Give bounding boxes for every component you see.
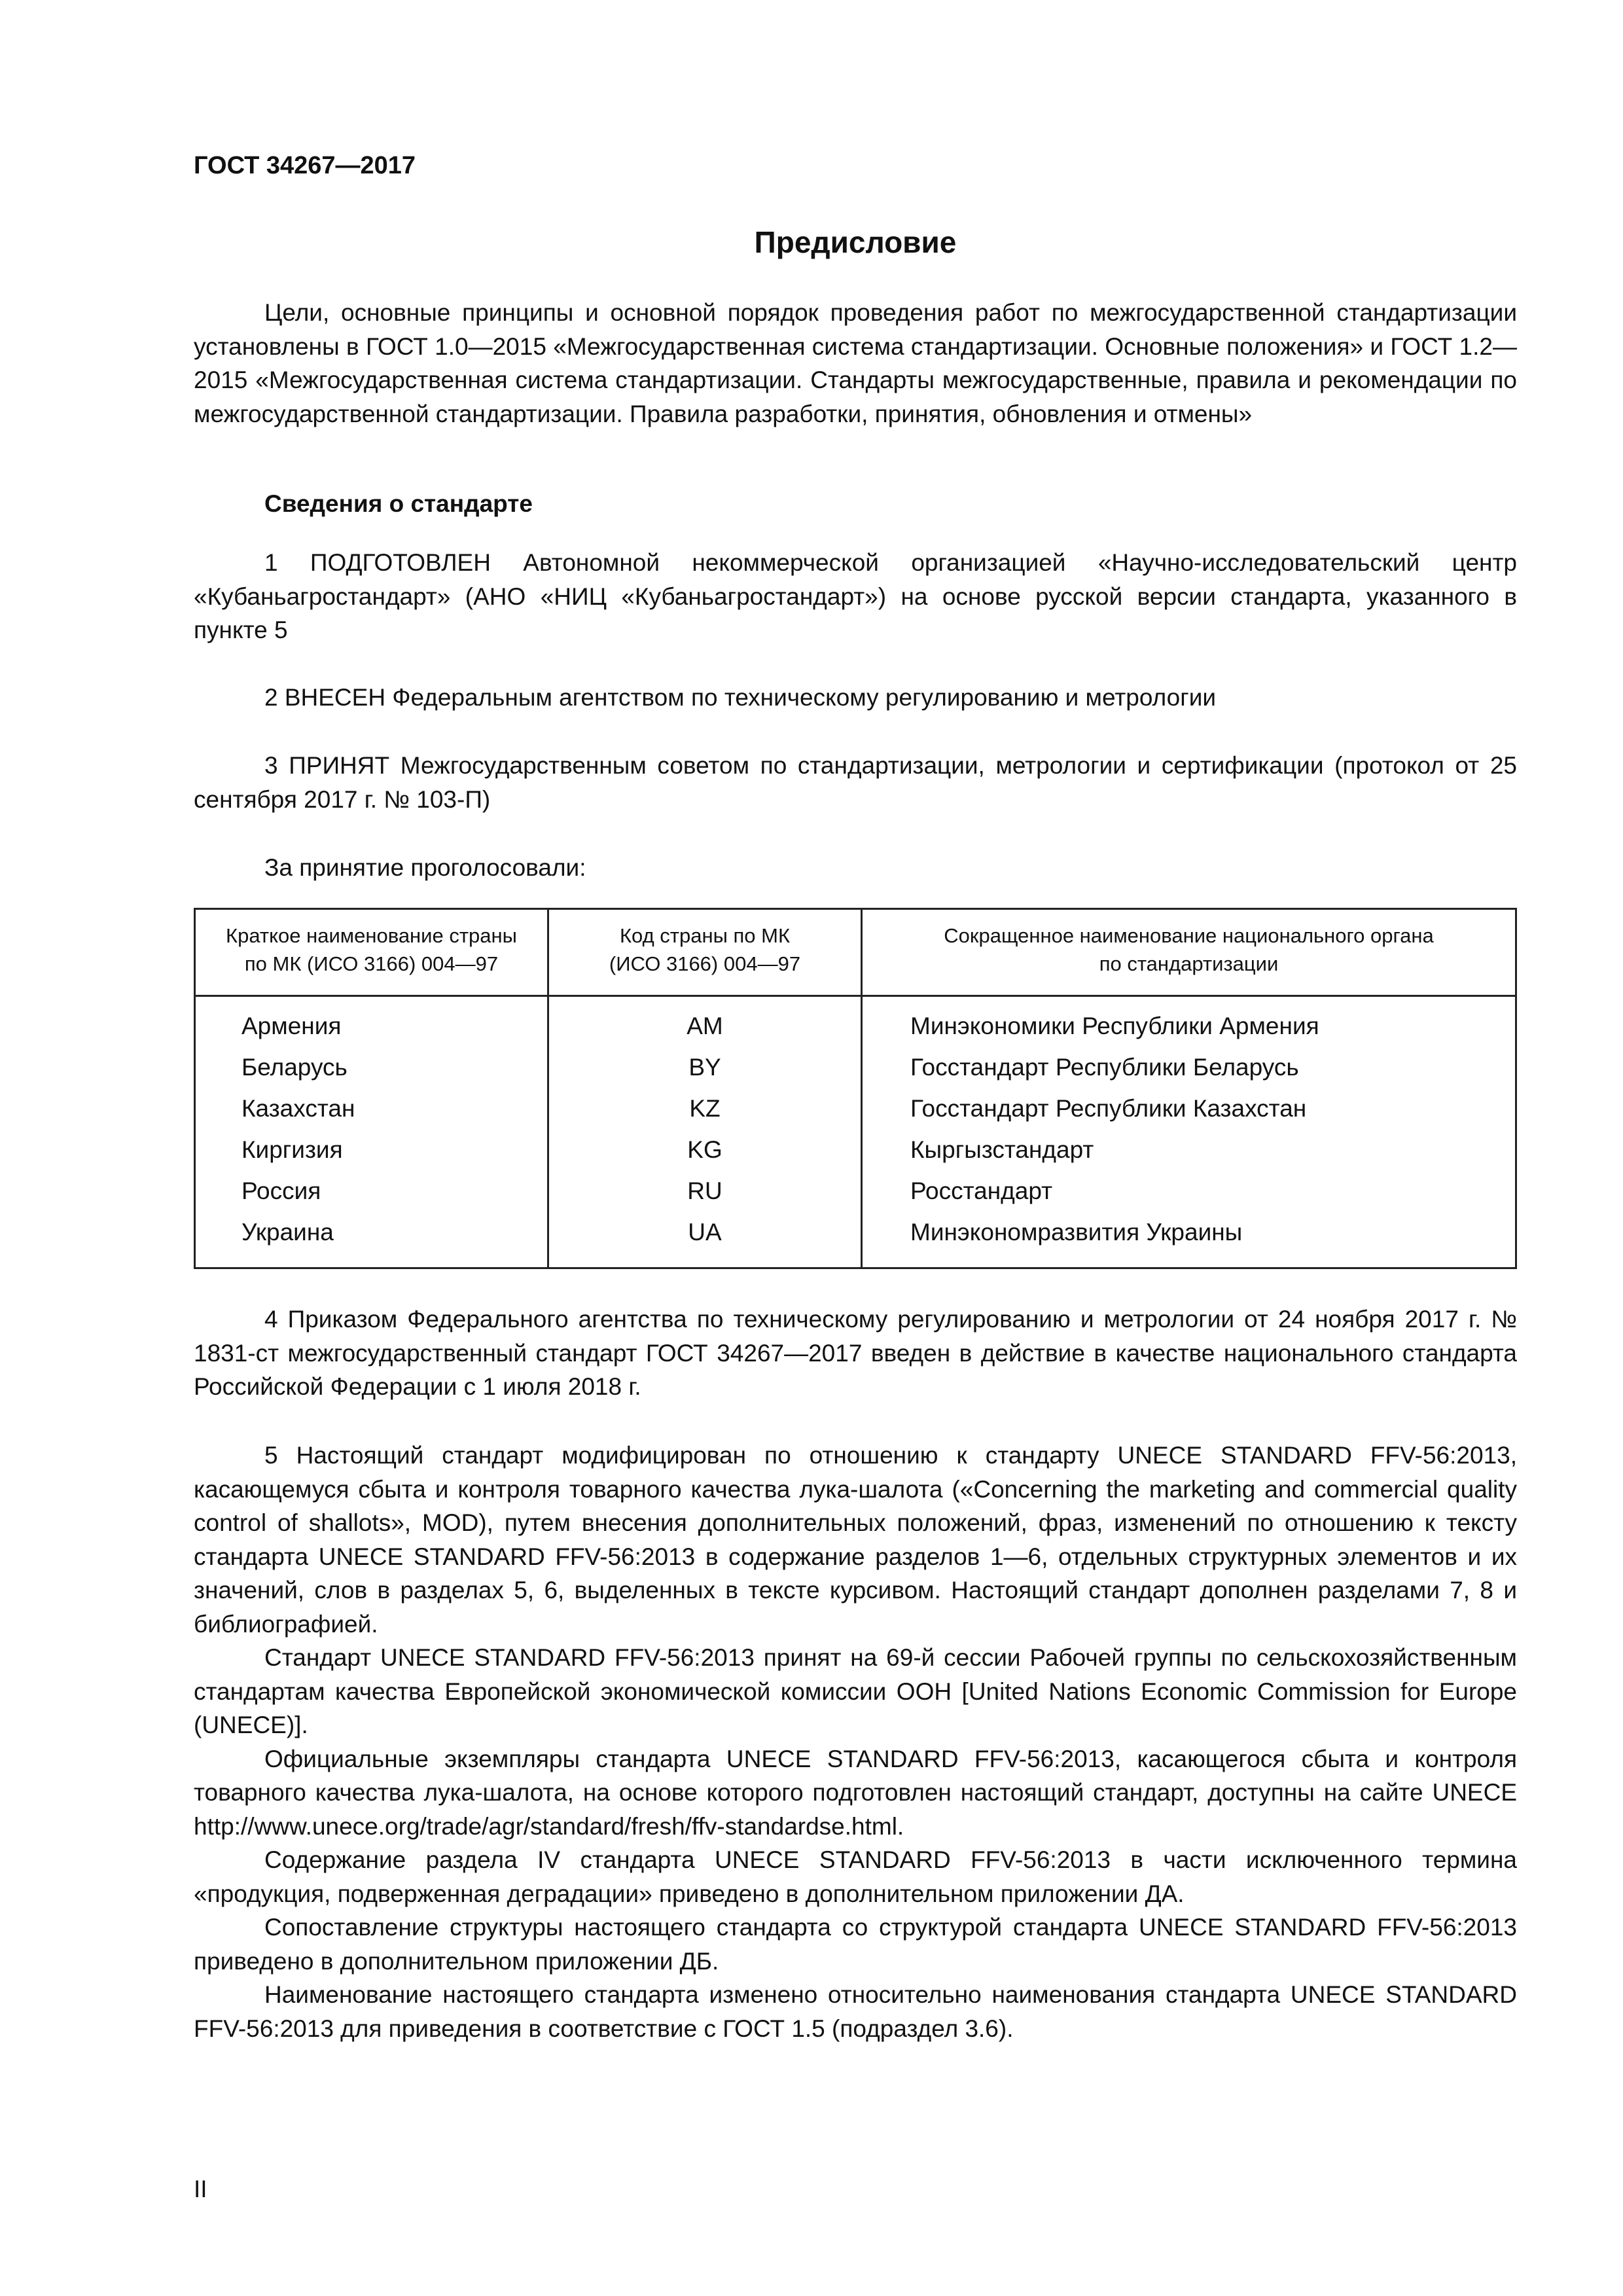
item-3-text: 3 ПРИНЯТ Межгосударственным советом по стандартизации, метрологии и сертификации (протокол от 25 сентября 2017 г. № 103-П)	[194, 752, 1517, 813]
country-name: Россия	[241, 1177, 321, 1204]
table-row	[196, 1005, 1515, 1047]
header-line: по стандартизации	[1099, 952, 1279, 975]
country-code: UA	[688, 1219, 722, 1246]
voted-label: За принятие проголосовали:	[264, 854, 586, 881]
table-row	[196, 1170, 1515, 1211]
item-5	[194, 1439, 1517, 2045]
item-5-text: 5 Настоящий стандарт модифицирован по отношению к стандарту UNECE STANDARD FFV-56:2013, касающемуся сбыта и контроля товарного качества лука-шалота («Concerning the marketing and commercial quality control of shallots», MOD), путем внесения дополнительных положений, фраз, изменений по отношению к тексту стандарта UNECE STANDARD FFV-56:2013 в содержание разделов 1—6, отдельных структурных элементов и их значений, слов в разделах 5, 6, выделенных в тексте курсивом. Настоящий стандарт дополнен разделами 7, 8 и библиографией.	[194, 1442, 1517, 1638]
header-line: по МК (ИСО 3166) 004—97	[244, 952, 499, 975]
national-body: Минэкономразвития Украины	[910, 1219, 1243, 1246]
country-code: AM	[687, 1013, 723, 1039]
item-2-text: 2 ВНЕСЕН Федеральным агентством по техническому регулированию и метрологии	[264, 684, 1217, 711]
national-body: Госстандарт Республики Беларусь	[910, 1054, 1299, 1081]
item-1-text: 1 ПОДГОТОВЛЕН Автономной некоммерческой организацией «Научно-исследовательский центр «Кубаньагростандарт» (АНО «НИЦ «Кубаньагростандарт») на основе русской версии стандарта, указанного в пункте 5	[194, 549, 1517, 643]
intro-text: Цели, основные принципы и основной порядок проведения работ по межгосударственной стандартизации установлены в ГОСТ 1.0—2015 «Межгосударственная система стандартизации. Основные положения» и ГОСТ 1.2—2015 «Межгосударственная система стандартизации. Стандарты межгосударственные, правила и рекомендации по межгосударственной стандартизации. Правила разработки, принятия, обновления и отмены»	[194, 299, 1517, 427]
national-body: Росстандарт	[910, 1177, 1053, 1204]
table-row	[196, 1047, 1515, 1088]
table-header-divider	[196, 995, 1515, 997]
item-3	[194, 749, 1517, 816]
header-line: Код страны по МК	[619, 924, 791, 947]
table-header-code	[549, 922, 861, 978]
national-body: Кыргызстандарт	[910, 1136, 1094, 1163]
country-name: Армения	[241, 1013, 342, 1039]
item-1	[194, 546, 1517, 647]
table-row	[196, 1129, 1515, 1170]
standard-info-heading: Сведения о стандарте	[264, 490, 533, 517]
country-code: BY	[688, 1054, 721, 1081]
header-line: Сокращенное наименование национального органа	[944, 924, 1434, 947]
item-4	[194, 1302, 1517, 1404]
table-row	[196, 1211, 1515, 1253]
country-code: KG	[687, 1136, 722, 1163]
intro-paragraph	[194, 296, 1517, 431]
header-line: (ИСО 3166) 004—97	[609, 952, 801, 975]
country-name: Беларусь	[241, 1054, 348, 1081]
item-5-paragraph-4: Содержание раздела IV стандарта UNECE STANDARD FFV-56:2013 в части исключенного термина «продукция, подверженная деградации» приведено в дополнительном приложении ДА.	[194, 1846, 1517, 1907]
page-title: Предисловие	[754, 225, 957, 259]
country-name: Киргизия	[241, 1136, 343, 1163]
document-code-header: ГОСТ 34267—2017	[194, 152, 416, 179]
country-name: Казахстан	[241, 1095, 355, 1122]
country-code: KZ	[689, 1095, 721, 1122]
item-4-text: 4 Приказом Федерального агентства по техническому регулированию и метрологии от 24 ноября 2017 г. № 1831-ст межгосударственный стандарт ГОСТ 34267—2017 введен в действие в качестве национального стандарта Российской Федерации с 1 июля 2018 г.	[194, 1306, 1517, 1400]
page-number: II	[194, 2176, 207, 2202]
header-line: Краткое наименование страны	[226, 924, 517, 947]
national-body: Госстандарт Республики Казахстан	[910, 1095, 1307, 1122]
table-header-country	[196, 922, 547, 978]
country-name: Украина	[241, 1219, 334, 1246]
country-code: RU	[687, 1177, 722, 1204]
item-2	[194, 681, 1517, 715]
item-5-paragraph-5: Сопоставление структуры настоящего стандарта со структурой стандарта UNECE STANDARD FFV-56:2013 приведено в дополнительном приложении ДБ.	[194, 1914, 1517, 1975]
national-body: Минэкономики Республики Армения	[910, 1013, 1319, 1039]
item-5-paragraph-3: Официальные экземпляры стандарта UNECE STANDARD FFV-56:2013, касающегося сбыта и контроля товарного качества лука-шалота, на основе которого подготовлен настоящий стандарт, доступны на сайте UNECE http://www.unece.org/trade/agr/standard/fresh/ffv-standardse.html.	[194, 1745, 1517, 1840]
table-row	[196, 1088, 1515, 1129]
voting-countries-table	[194, 908, 1517, 1269]
table-header-body	[863, 922, 1515, 978]
item-5-paragraph-6: Наименование настоящего стандарта изменено относительно наименования стандарта UNECE STANDARD FFV-56:2013 для приведения в соответствие с ГОСТ 1.5 (подраздел 3.6).	[194, 1981, 1517, 2042]
item-5-paragraph-2: Стандарт UNECE STANDARD FFV-56:2013 принят на 69-й сессии Рабочей группы по сельскохозяйственным стандартам качества Европейской экономической комиссии ООН [United Nations Economic Commission for Europe (UNECE)].	[194, 1644, 1517, 1738]
